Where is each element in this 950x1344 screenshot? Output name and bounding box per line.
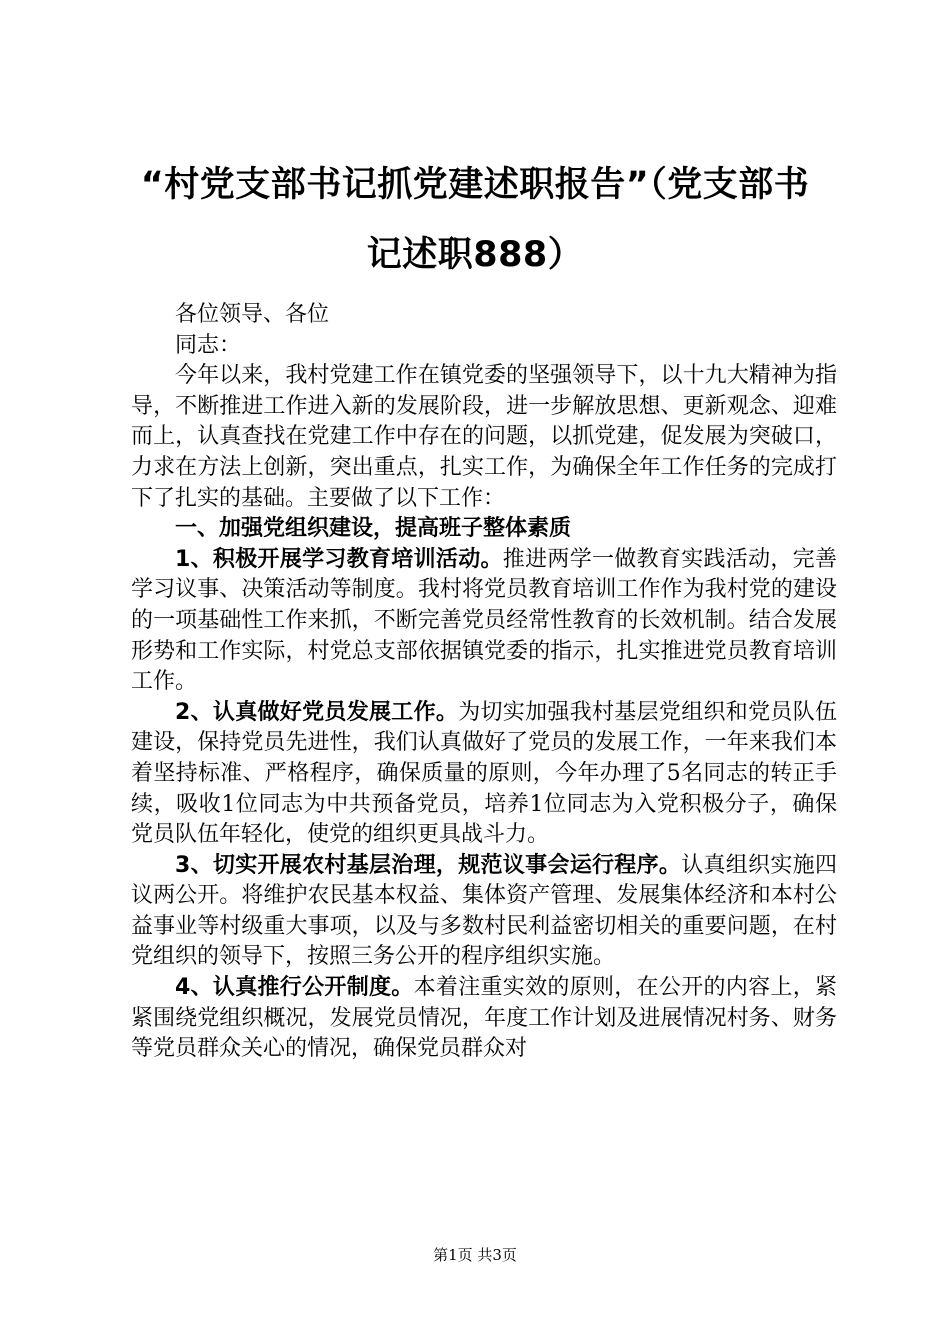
item-paragraph-4 — [131, 973, 837, 1065]
page-footer — [0, 1244, 950, 1265]
section-heading: 一、加强党组织建设，提高班子整体素质 — [175, 516, 572, 542]
item-heading-4: 4、认真推行公开制度。 — [175, 975, 414, 1001]
intro-paragraph: 今年以来，我村党建工作在镇党委的坚强领导下，以十九大精神为指导，不断推进工作进入新的发展阶段，进一步解放思想、更新观念、迎难而上，认真查找在党建工作中存在的问题，以抓党建，促发展为突破口，力求在方法上创新，突出重点，扎实工作，为确保全年工作任务的完成打下了扎实的基础。主要做了以下工作： — [131, 363, 837, 511]
greeting-line-1: 各位领导、各位 — [175, 302, 330, 327]
item-paragraph-1 — [131, 545, 837, 698]
greeting-line-2: 同志： — [175, 332, 242, 358]
item-text-4: 本着注重实效的原则，在公开的内容上，紧紧围绕党组织概况，发展党员情况，年度工作计划及进展情况村务、财务等党员群众关心的情况，确保党员群众对 — [131, 975, 837, 1062]
item-text-1: 推进两学一做教育实践活动，完善学习议事、决策活动等制度。我村将党员教育培训工作作为我村党的建设的一项基础性工作来抓，不断完善党员经常性教育的长效机制。结合发展形势和工作实际，村党总支部依据镇党委的指示，扎实推进党员教育培训工作。 — [131, 546, 837, 695]
item-paragraph-3 — [131, 851, 837, 973]
document-body — [131, 300, 837, 1065]
document-title — [100, 150, 850, 290]
item-heading-1: 1、积极开展学习教育培训活动。 — [175, 546, 503, 572]
item-heading-3: 3、切实开展农村基层治理，规范议事会运行程序。 — [175, 852, 682, 878]
item-paragraph-2 — [131, 698, 837, 851]
item-heading-2: 2、认真做好党员发展工作。 — [175, 699, 459, 725]
page-number: 第1页 共3页 — [433, 1246, 517, 1264]
title-line-2: 记述职888） — [366, 235, 584, 275]
title-line-1: “村党支部书记抓党建述职报告”（党支部书 — [140, 165, 810, 205]
item-text-2: 为切实加强我村基层党组织和党员队伍建设，保持党员先进性，我们认真做好了党员的发展工作，一年来我们本着坚持标准、严格程序，确保质量的原则，今年办理了5名同志的转正手续，吸收1位同志为中共预备党员，培养1位同志为入党积极分子，确保党员队伍年轻化，使党的组织更具战斗力。 — [131, 699, 837, 848]
item-text-3: 认真组织实施四议两公开。将维护农民基本权益、集体资产管理、发展集体经济和本村公益事业等村级重大事项，以及与多数村民利益密切相关的重要问题，在村党组织的领导下，按照三务公开的程序组织实施。 — [131, 852, 837, 970]
